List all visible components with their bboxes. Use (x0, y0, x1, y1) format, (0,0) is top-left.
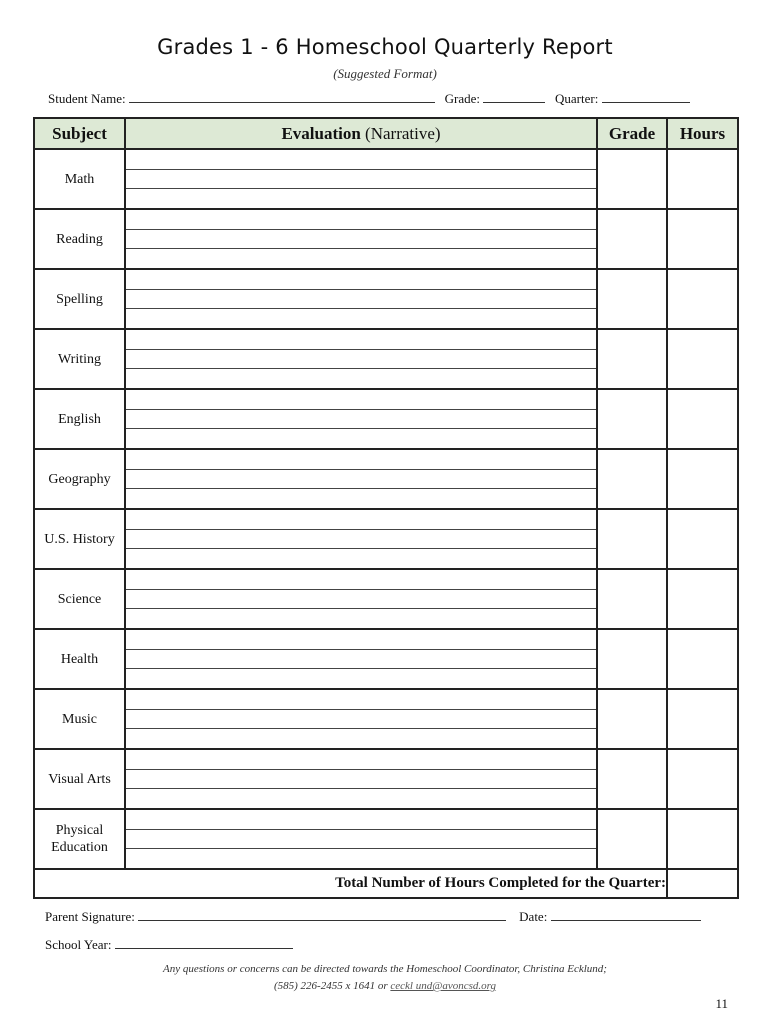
grade-label: Grade: (444, 91, 481, 106)
evaluation-geography[interactable] (125, 449, 597, 509)
grade-health[interactable] (597, 629, 667, 689)
subject-visual-arts: Visual Arts (34, 749, 125, 809)
grade-spelling[interactable] (597, 269, 667, 329)
student-name-label: Student Name: (48, 91, 126, 106)
table-row (34, 389, 738, 449)
hours-spelling[interactable] (667, 269, 738, 329)
contact-note-line2: (585) 226-2455 x 1641 or ceckl und@avoncsd.org (273, 980, 497, 992)
subject-spelling: Spelling (34, 269, 125, 329)
page-subtitle: (Suggested Format) (333, 66, 437, 81)
parent-signature-field[interactable] (138, 909, 506, 921)
hours-health[interactable] (667, 629, 738, 689)
table-row (34, 269, 738, 329)
date-label: Date: (519, 909, 548, 924)
evaluation-writing[interactable] (125, 329, 597, 389)
grade-reading[interactable] (597, 209, 667, 269)
subject-health: Health (34, 629, 125, 689)
subject-physical-education: Physical Education (34, 809, 125, 869)
hours-reading[interactable] (667, 209, 738, 269)
grade-u-s-history[interactable] (597, 509, 667, 569)
grade-music[interactable] (597, 689, 667, 749)
grade-english[interactable] (597, 389, 667, 449)
grade-math[interactable] (597, 149, 667, 209)
grade-visual-arts[interactable] (597, 749, 667, 809)
total-row (34, 869, 738, 898)
evaluation-u-s-history[interactable] (125, 509, 597, 569)
subject-english: English (34, 389, 125, 449)
date-field[interactable] (551, 909, 701, 921)
hours-physical-education[interactable] (667, 809, 738, 869)
student-name-field[interactable] (129, 91, 435, 103)
evaluation-reading[interactable] (125, 209, 597, 269)
school-year-field[interactable] (115, 937, 293, 949)
hours-geography[interactable] (667, 449, 738, 509)
page-title: Grades 1 - 6 Homeschool Quarterly Report (157, 35, 613, 59)
table-row (34, 569, 738, 629)
student-info-row (48, 91, 690, 107)
total-hours-label: Total Number of Hours Completed for the Quarter: (34, 869, 667, 898)
quarter-label: Quarter: (555, 91, 599, 106)
table-row (34, 629, 738, 689)
evaluation-math[interactable] (125, 149, 597, 209)
contact-note-line1: Any questions or concerns can be directed towards the Homeschool Coordinator, Christina Ecklund; (163, 963, 607, 975)
subject-reading: Reading (34, 209, 125, 269)
school-year-row (45, 937, 293, 953)
grade-science[interactable] (597, 569, 667, 629)
hours-u-s-history[interactable] (667, 509, 738, 569)
evaluation-english[interactable] (125, 389, 597, 449)
evaluation-visual-arts[interactable] (125, 749, 597, 809)
signature-row (45, 909, 701, 925)
hours-math[interactable] (667, 149, 738, 209)
header-hours: Hours (667, 118, 738, 149)
email-link[interactable]: ceckl und@avoncsd.org (390, 980, 497, 992)
evaluation-health[interactable] (125, 629, 597, 689)
subject-math: Math (34, 149, 125, 209)
table-row (34, 749, 738, 809)
hours-science[interactable] (667, 569, 738, 629)
evaluation-physical-education[interactable] (125, 809, 597, 869)
evaluation-spelling[interactable] (125, 269, 597, 329)
table-row (34, 149, 738, 209)
header-evaluation: Evaluation (Narrative) (125, 118, 597, 149)
table-row (34, 689, 738, 749)
table-row (34, 329, 738, 389)
table-row (34, 509, 738, 569)
grade-geography[interactable] (597, 449, 667, 509)
hours-visual-arts[interactable] (667, 749, 738, 809)
grade-field[interactable] (483, 91, 545, 103)
subject-music: Music (34, 689, 125, 749)
table-row (34, 209, 738, 269)
grade-writing[interactable] (597, 329, 667, 389)
subject-geography: Geography (34, 449, 125, 509)
table-header-row (34, 118, 738, 149)
subject-u-s-history: U.S. History (34, 509, 125, 569)
header-subject: Subject (34, 118, 125, 149)
table-row (34, 809, 738, 869)
evaluation-music[interactable] (125, 689, 597, 749)
grade-physical-education[interactable] (597, 809, 667, 869)
school-year-label: School Year: (45, 937, 112, 952)
table-row (34, 449, 738, 509)
hours-writing[interactable] (667, 329, 738, 389)
quarterly-report-table (33, 117, 739, 899)
hours-english[interactable] (667, 389, 738, 449)
evaluation-science[interactable] (125, 569, 597, 629)
subject-science: Science (34, 569, 125, 629)
subject-writing: Writing (34, 329, 125, 389)
hours-music[interactable] (667, 689, 738, 749)
total-hours-cell[interactable] (667, 869, 738, 898)
header-grade: Grade (597, 118, 667, 149)
parent-signature-label: Parent Signature: (45, 909, 135, 924)
quarter-field[interactable] (602, 91, 690, 103)
page-number: 11 (715, 996, 728, 1011)
